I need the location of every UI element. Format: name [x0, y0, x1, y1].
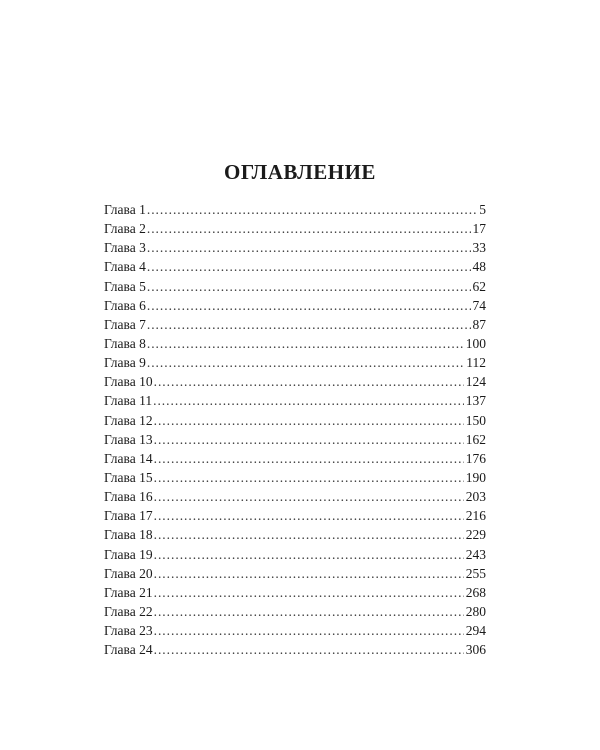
dot-leader	[154, 564, 464, 583]
dot-leader	[147, 238, 471, 257]
toc-entry-label: Глава 15	[104, 469, 153, 485]
toc-entry-label: Глава 20	[104, 565, 153, 581]
toc-entry-label: Глава 8	[104, 335, 146, 351]
toc-entry-page-number: 203	[465, 489, 486, 505]
dot-leader	[147, 315, 471, 334]
toc-entry-label: Глава 24	[104, 642, 153, 658]
toc-entry-label: Глава 22	[104, 603, 153, 619]
toc-entry-page-number: 229	[465, 527, 486, 543]
toc-entry	[104, 372, 486, 391]
toc-entry-page-number: 190	[465, 469, 486, 485]
toc-entry-label: Глава 21	[104, 584, 153, 600]
dot-leader	[154, 525, 464, 544]
toc-entry	[104, 200, 486, 219]
dot-leader	[154, 545, 464, 564]
toc-entry	[104, 315, 486, 334]
toc-entry	[104, 296, 486, 315]
dot-leader	[147, 219, 471, 238]
toc-entry-page-number: 150	[465, 412, 486, 428]
toc-entry-label: Глава 13	[104, 431, 153, 447]
toc-entry	[104, 545, 486, 564]
toc-entry	[104, 334, 486, 353]
toc-list	[104, 200, 486, 659]
toc-entry	[104, 411, 486, 430]
dot-leader	[154, 602, 464, 621]
toc-entry	[104, 449, 486, 468]
toc-entry-page-number: 137	[465, 393, 486, 409]
dot-leader	[154, 583, 464, 602]
toc-entry-label: Глава 11	[104, 393, 153, 409]
toc-entry-page-number: 100	[465, 335, 486, 351]
toc-entry	[104, 583, 486, 602]
dot-leader	[154, 449, 464, 468]
dot-leader	[154, 640, 464, 659]
toc-entry	[104, 353, 486, 372]
dot-leader	[154, 372, 464, 391]
toc-entry-label: Глава 1	[104, 202, 146, 217]
toc-entry-label: Глава 7	[104, 316, 146, 332]
dot-leader	[147, 353, 464, 372]
toc-entry	[104, 238, 486, 257]
toc-entry-page-number: 243	[465, 546, 486, 562]
toc-entry-label: Глава 10	[104, 374, 153, 390]
toc-entry	[104, 468, 486, 487]
toc-entry-page-number: 268	[465, 584, 486, 600]
dot-leader	[154, 621, 464, 640]
dot-leader	[154, 506, 464, 525]
toc-entry-label: Глава 16	[104, 489, 153, 505]
dot-leader	[147, 334, 464, 353]
toc-entry-page-number: 176	[465, 450, 486, 466]
toc-entry-label: Глава 9	[104, 355, 146, 371]
dot-leader	[147, 296, 471, 315]
dot-leader	[154, 430, 464, 449]
toc-entry-label: Глава 4	[104, 259, 146, 275]
dot-leader	[154, 487, 464, 506]
toc-entry-page-number: 48	[472, 259, 486, 275]
toc-title: ОГЛАВЛЕНИЕ	[224, 160, 376, 184]
toc-entry-label: Глава 5	[104, 278, 146, 294]
toc-entry-page-number: 306	[465, 642, 486, 658]
toc-entry-page-number: 294	[465, 623, 486, 639]
dot-leader	[147, 200, 477, 219]
dot-leader	[154, 468, 464, 487]
toc-entry-page-number: 280	[465, 603, 486, 619]
toc-entry-label: Глава 18	[104, 527, 153, 543]
dot-leader	[147, 277, 471, 296]
toc-entry-label: Глава 17	[104, 508, 153, 524]
toc-entry	[104, 487, 486, 506]
toc-entry	[104, 219, 486, 238]
toc-entry	[104, 277, 486, 296]
dot-leader	[153, 391, 464, 410]
toc-entry	[104, 640, 486, 659]
dot-leader	[154, 411, 464, 430]
toc-entry-label: Глава 3	[104, 240, 146, 256]
toc-entry-page-number: 74	[472, 297, 486, 313]
toc-entry-page-number: 33	[472, 240, 486, 256]
toc-entry	[104, 602, 486, 621]
toc-entry-page-number: 162	[465, 431, 486, 447]
toc-entry-page-number: 5	[479, 202, 486, 217]
dot-leader	[147, 257, 471, 276]
toc-entry-label: Глава 6	[104, 297, 146, 313]
toc-entry-page-number: 87	[472, 316, 486, 332]
toc-entry-label: Глава 23	[104, 623, 153, 639]
toc-entry	[104, 430, 486, 449]
toc-entry-label: Глава 14	[104, 450, 153, 466]
toc-entry	[104, 391, 486, 410]
toc-entry-label: Глава 12	[104, 412, 153, 428]
toc-entry	[104, 621, 486, 640]
toc-entry-label: Глава 19	[104, 546, 153, 562]
toc-entry	[104, 257, 486, 276]
toc-entry-page-number: 124	[465, 374, 486, 390]
toc-entry-page-number: 216	[465, 508, 486, 524]
toc-entry-page-number: 255	[465, 565, 486, 581]
toc-entry	[104, 506, 486, 525]
toc-entry-page-number: 62	[472, 278, 486, 294]
toc-entry-page-number: 112	[466, 355, 486, 371]
toc-entry	[104, 564, 486, 583]
toc-entry-label: Глава 2	[104, 221, 146, 237]
toc-entry-page-number: 17	[472, 221, 486, 237]
toc-entry	[104, 525, 486, 544]
